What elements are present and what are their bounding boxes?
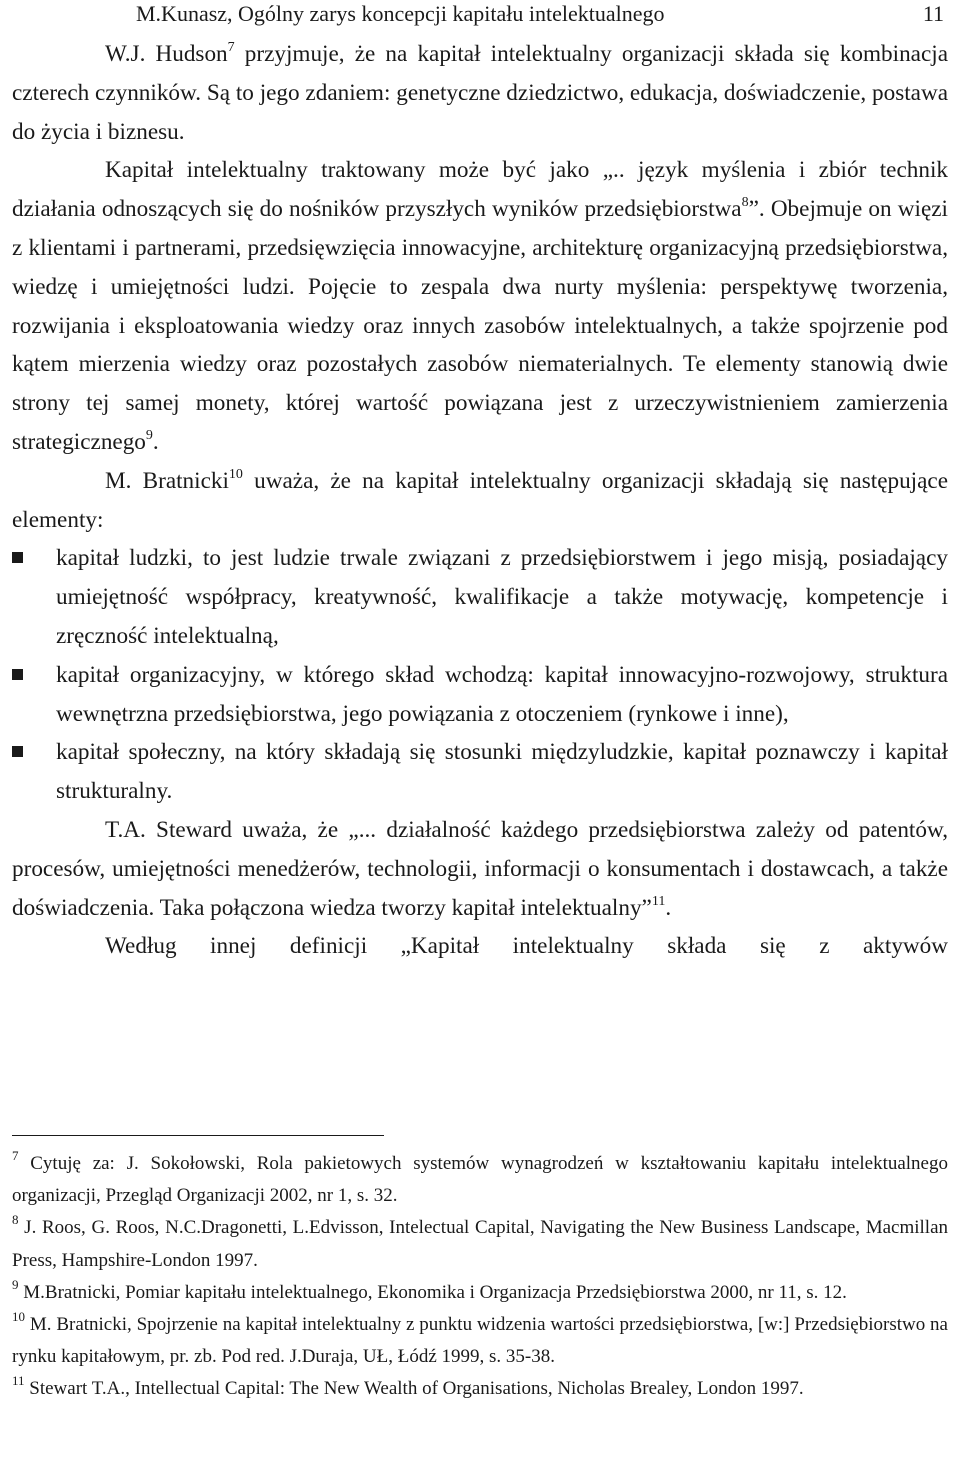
footnote-ref-7[interactable]: 7 bbox=[227, 40, 235, 55]
running-header bbox=[12, 0, 948, 30]
square-bullet-icon bbox=[12, 746, 23, 757]
footnote-ref-11[interactable]: 11 bbox=[651, 893, 666, 909]
footnote-10: $^{10}$ M. Bratnicki, Spojrzenie na kapitał intelektualny z punktu widzenia wartości przedsiębiorstwa, [w:] Przedsiębiorstwo na rynku kapitałowym, pr. zb. Pod red. J.Duraja, UŁ, Łódź 1999, s. 35-38. bbox=[12, 1309, 948, 1368]
paragraph-hudson: W.J. Hudson$^7$ przyjmuje, że na kapitał intelektualny organizacji składa się kombinacja czterech czynników. Są to jego zdaniem: genetyczne dziedzictwo, edukacja, doświadczenie, postawa do życia i biznesu. bbox=[12, 40, 948, 145]
footnotes bbox=[12, 1148, 948, 1406]
capital-elements-list bbox=[12, 539, 948, 811]
page-number: 11 bbox=[922, 1, 944, 26]
paragraph-steward: T.A. Steward uważa, że „... działalność każdego przedsiębiorstwa zależy od patentów, procesów, umiejętności menedżerów, technologii, informacji o konsumentach i dostawcach, a także doświadczenia. Taka połączona wiedza tworzy kapitał intelektualny”$^{11}$. bbox=[12, 816, 948, 921]
footnote-11: $^{11}$ Stewart T.A., Intellectual Capital: The New Wealth of Organisations, Nicholas Brealey, London 1997. bbox=[12, 1373, 804, 1400]
footnote-9: $^9$ M.Bratnicki, Pomiar kapitału intelektualnego, Ekonomika i Organizacja Przedsiębiorstwa 2000, nr 11, s. 12. bbox=[12, 1276, 847, 1303]
paragraph-bratnicki: M. Bratnicki$^{10}$ uważa, że na kapitał intelektualny organizacji składają się następujące elementy: bbox=[12, 466, 948, 533]
square-bullet-icon bbox=[12, 669, 23, 680]
square-bullet-icon bbox=[12, 552, 23, 563]
footnote-separator bbox=[12, 1135, 384, 1136]
footnote-ref-9[interactable]: 9 bbox=[145, 427, 153, 443]
list-item: kapitał organizacyjny, w którego skład wchodzą: kapitał innowacyjno-rozwojowy, struktura wewnętrzna przedsiębiorstwa, jego powiązania z otoczeniem (rynkowe i inne), bbox=[12, 656, 948, 734]
list-item: kapitał ludzki, to jest ludzie trwale związani z przedsiębiorstwem i jego misją, posiadający umiejętność współpracy, kreatywność, kwalifikacje a także motywację, kompetencje i zręczność intelektualną, bbox=[12, 539, 948, 655]
header-title: M.Kunasz, Ogólny zarys koncepcji kapitału intelektualnego bbox=[136, 1, 665, 26]
document-page bbox=[12, 0, 948, 966]
paragraph-definition: Kapitał intelektualny traktowany może być jako „.. język myślenia i zbiór technik działania odnoszących się do nośników przyszłych wyników przedsiębiorstwa$^8$”. Obejmuje on więzi z klientami i partnerami, przedsięwzięcia innowacyjne, architekturę organizacyjną przedsiębiorstwa, wiedzę i umiejętności ludzi. Pojęcie to zespala dwa nurty myślenia: perspektywę tworzenia, rozwijania i eksploatowania wiedzy oraz innych zasobów intelektualnych, a także spojrzenie pod kątem mierzenia wiedzy oraz pozostałych zasobów niematerialnych. Te elementy stanowią dwie strony tej samej monety, której wartość powiązana jest z urzeczywistnieniem zamierzenia strategicznego$^9$. bbox=[12, 157, 948, 455]
main-text bbox=[12, 35, 948, 966]
footnote-ref-10[interactable]: 10 bbox=[228, 466, 243, 482]
footnote-ref-8[interactable]: 8 bbox=[741, 195, 749, 211]
paragraph-definition-continued: Według innej definicji „Kapitał intelektualny składa się z aktywów bbox=[105, 933, 948, 960]
list-item: kapitał społeczny, na który składają się stosunki międzyludzkie, kapitał poznawczy i kapitał strukturalny. bbox=[12, 733, 948, 811]
footnote-8: $^8$ J. Roos, G. Roos, N.C.Dragonetti, L.Edvisson, Intelectual Capital, Navigating the New Business Landscape, Macmillan Press, Hampshire-London 1997. bbox=[12, 1212, 948, 1271]
footnote-7: $^7$ Cytuję za: J. Sokołowski, Rola pakietowych systemów wynagrodzeń w kształtowaniu kapitału intelektualnego organizacji, Przegląd Organizacji 2002, nr 1, s. 32. bbox=[12, 1148, 948, 1207]
